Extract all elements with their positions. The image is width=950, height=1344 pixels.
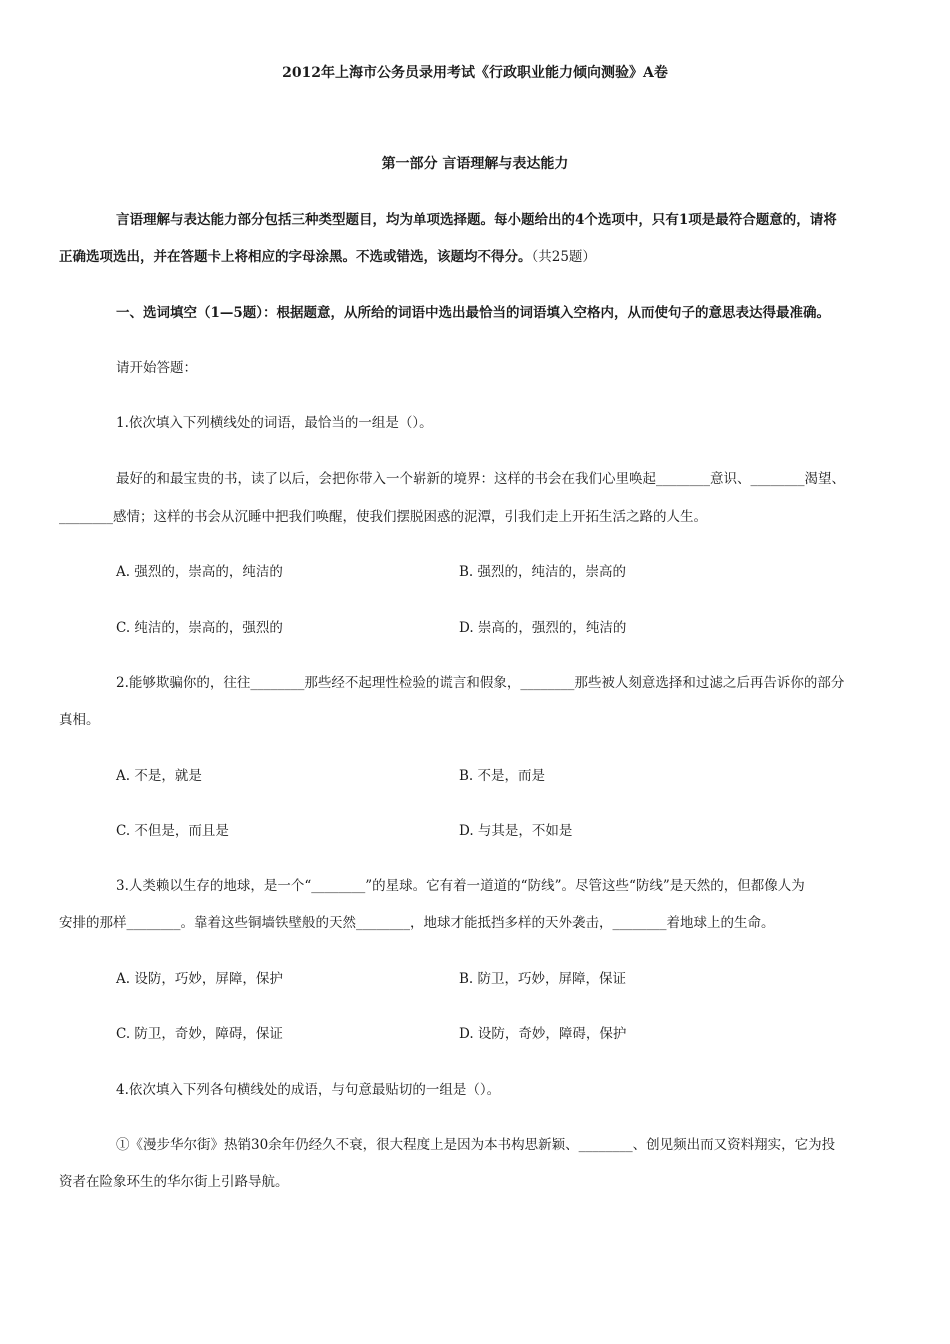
part-heading: 一、选词填空（1—5题）：根据题意，从所给的词语中选出最恰当的词语填入空格内，从而使句子的意思表达得最准确。 xyxy=(116,305,831,321)
intro-line-2-bold: 正确选项选出，并在答题卡上将相应的字母涂黑。不选或错选，该题均不得分。 xyxy=(59,249,532,265)
question-3-option-b: B. 防卫，巧妙，屏障，保证 xyxy=(459,971,627,987)
question-2-option-b: B. 不是，而是 xyxy=(459,768,546,784)
question-3-option-d: D. 设防，奇妙，障碍，保护 xyxy=(459,1026,627,1042)
intro-line-2-count: （共25题） xyxy=(531,249,596,265)
intro-line-2 xyxy=(59,247,596,267)
question-2-option-c: C. 不但是，而且是 xyxy=(116,823,229,839)
question-4-passage-line-2: 资者在险象环生的华尔街上引路导航。 xyxy=(59,1174,289,1190)
section-title: 第一部分 言语理解与表达能力 xyxy=(381,156,569,172)
question-2-stem-line-2: 真相。 xyxy=(59,712,100,728)
question-2-option-a: A. 不是，就是 xyxy=(116,768,202,784)
question-3-option-c: C. 防卫，奇妙，障碍，保证 xyxy=(116,1026,283,1042)
question-2-option-d: D. 与其是，不如是 xyxy=(459,823,573,839)
question-3-option-a: A. 设防，巧妙，屏障，保护 xyxy=(116,971,283,987)
question-2-stem-line-1: 2.能够欺骗你的，往往________那些经不起理性检验的谎言和假象，________那些被人刻意选择和过滤之后再告诉你的部分 xyxy=(116,675,845,691)
question-1-option-d: D. 崇高的，强烈的，纯洁的 xyxy=(459,620,627,636)
question-4-passage-line-1: ①《漫步华尔街》热销30余年仍经久不衰，很大程度上是因为本书构思新颖、________、创见频出而又资料翔实，它为投 xyxy=(116,1137,836,1153)
question-1-option-b: B. 强烈的，纯洁的，崇高的 xyxy=(459,564,627,580)
start-prompt: 请开始答题： xyxy=(116,360,197,376)
question-4-stem: 4.依次填入下列各句横线处的成语，与句意最贴切的一组是（）。 xyxy=(116,1082,501,1098)
question-1-stem: 1.依次填入下列横线处的词语，最恰当的一组是（）。 xyxy=(116,415,433,431)
question-1-option-a: A. 强烈的，崇高的，纯洁的 xyxy=(116,564,283,580)
question-1-passage-line-1: 最好的和最宝贵的书，读了以后，会把你带入一个崭新的境界：这样的书会在我们心里唤起________意识、________渴望、 xyxy=(116,471,845,487)
question-3-stem-line-2: 安排的那样________。靠着这些铜墙铁壁般的天然________，地球才能抵挡多样的天外袭击，________着地球上的生命。 xyxy=(59,915,775,931)
document-title: 2012年上海市公务员录用考试《行政职业能力倾向测验》A卷 xyxy=(282,65,668,81)
question-3-stem-line-1: 3.人类赖以生存的地球，是一个“________”的星球。它有着一道道的“防线”。尽管这些“防线”是天然的，但都像人为 xyxy=(116,878,805,894)
question-1-option-c: C. 纯洁的，崇高的，强烈的 xyxy=(116,620,283,636)
intro-line-1: 言语理解与表达能力部分包括三种类型题目，均为单项选择题。每小题给出的4个选项中，只有1项是最符合题意的，请将 xyxy=(116,212,837,228)
question-1-passage-line-2: ________感情；这样的书会从沉睡中把我们唤醒，使我们摆脱困惑的泥潭，引我们走上开拓生活之路的人生。 xyxy=(59,509,707,525)
